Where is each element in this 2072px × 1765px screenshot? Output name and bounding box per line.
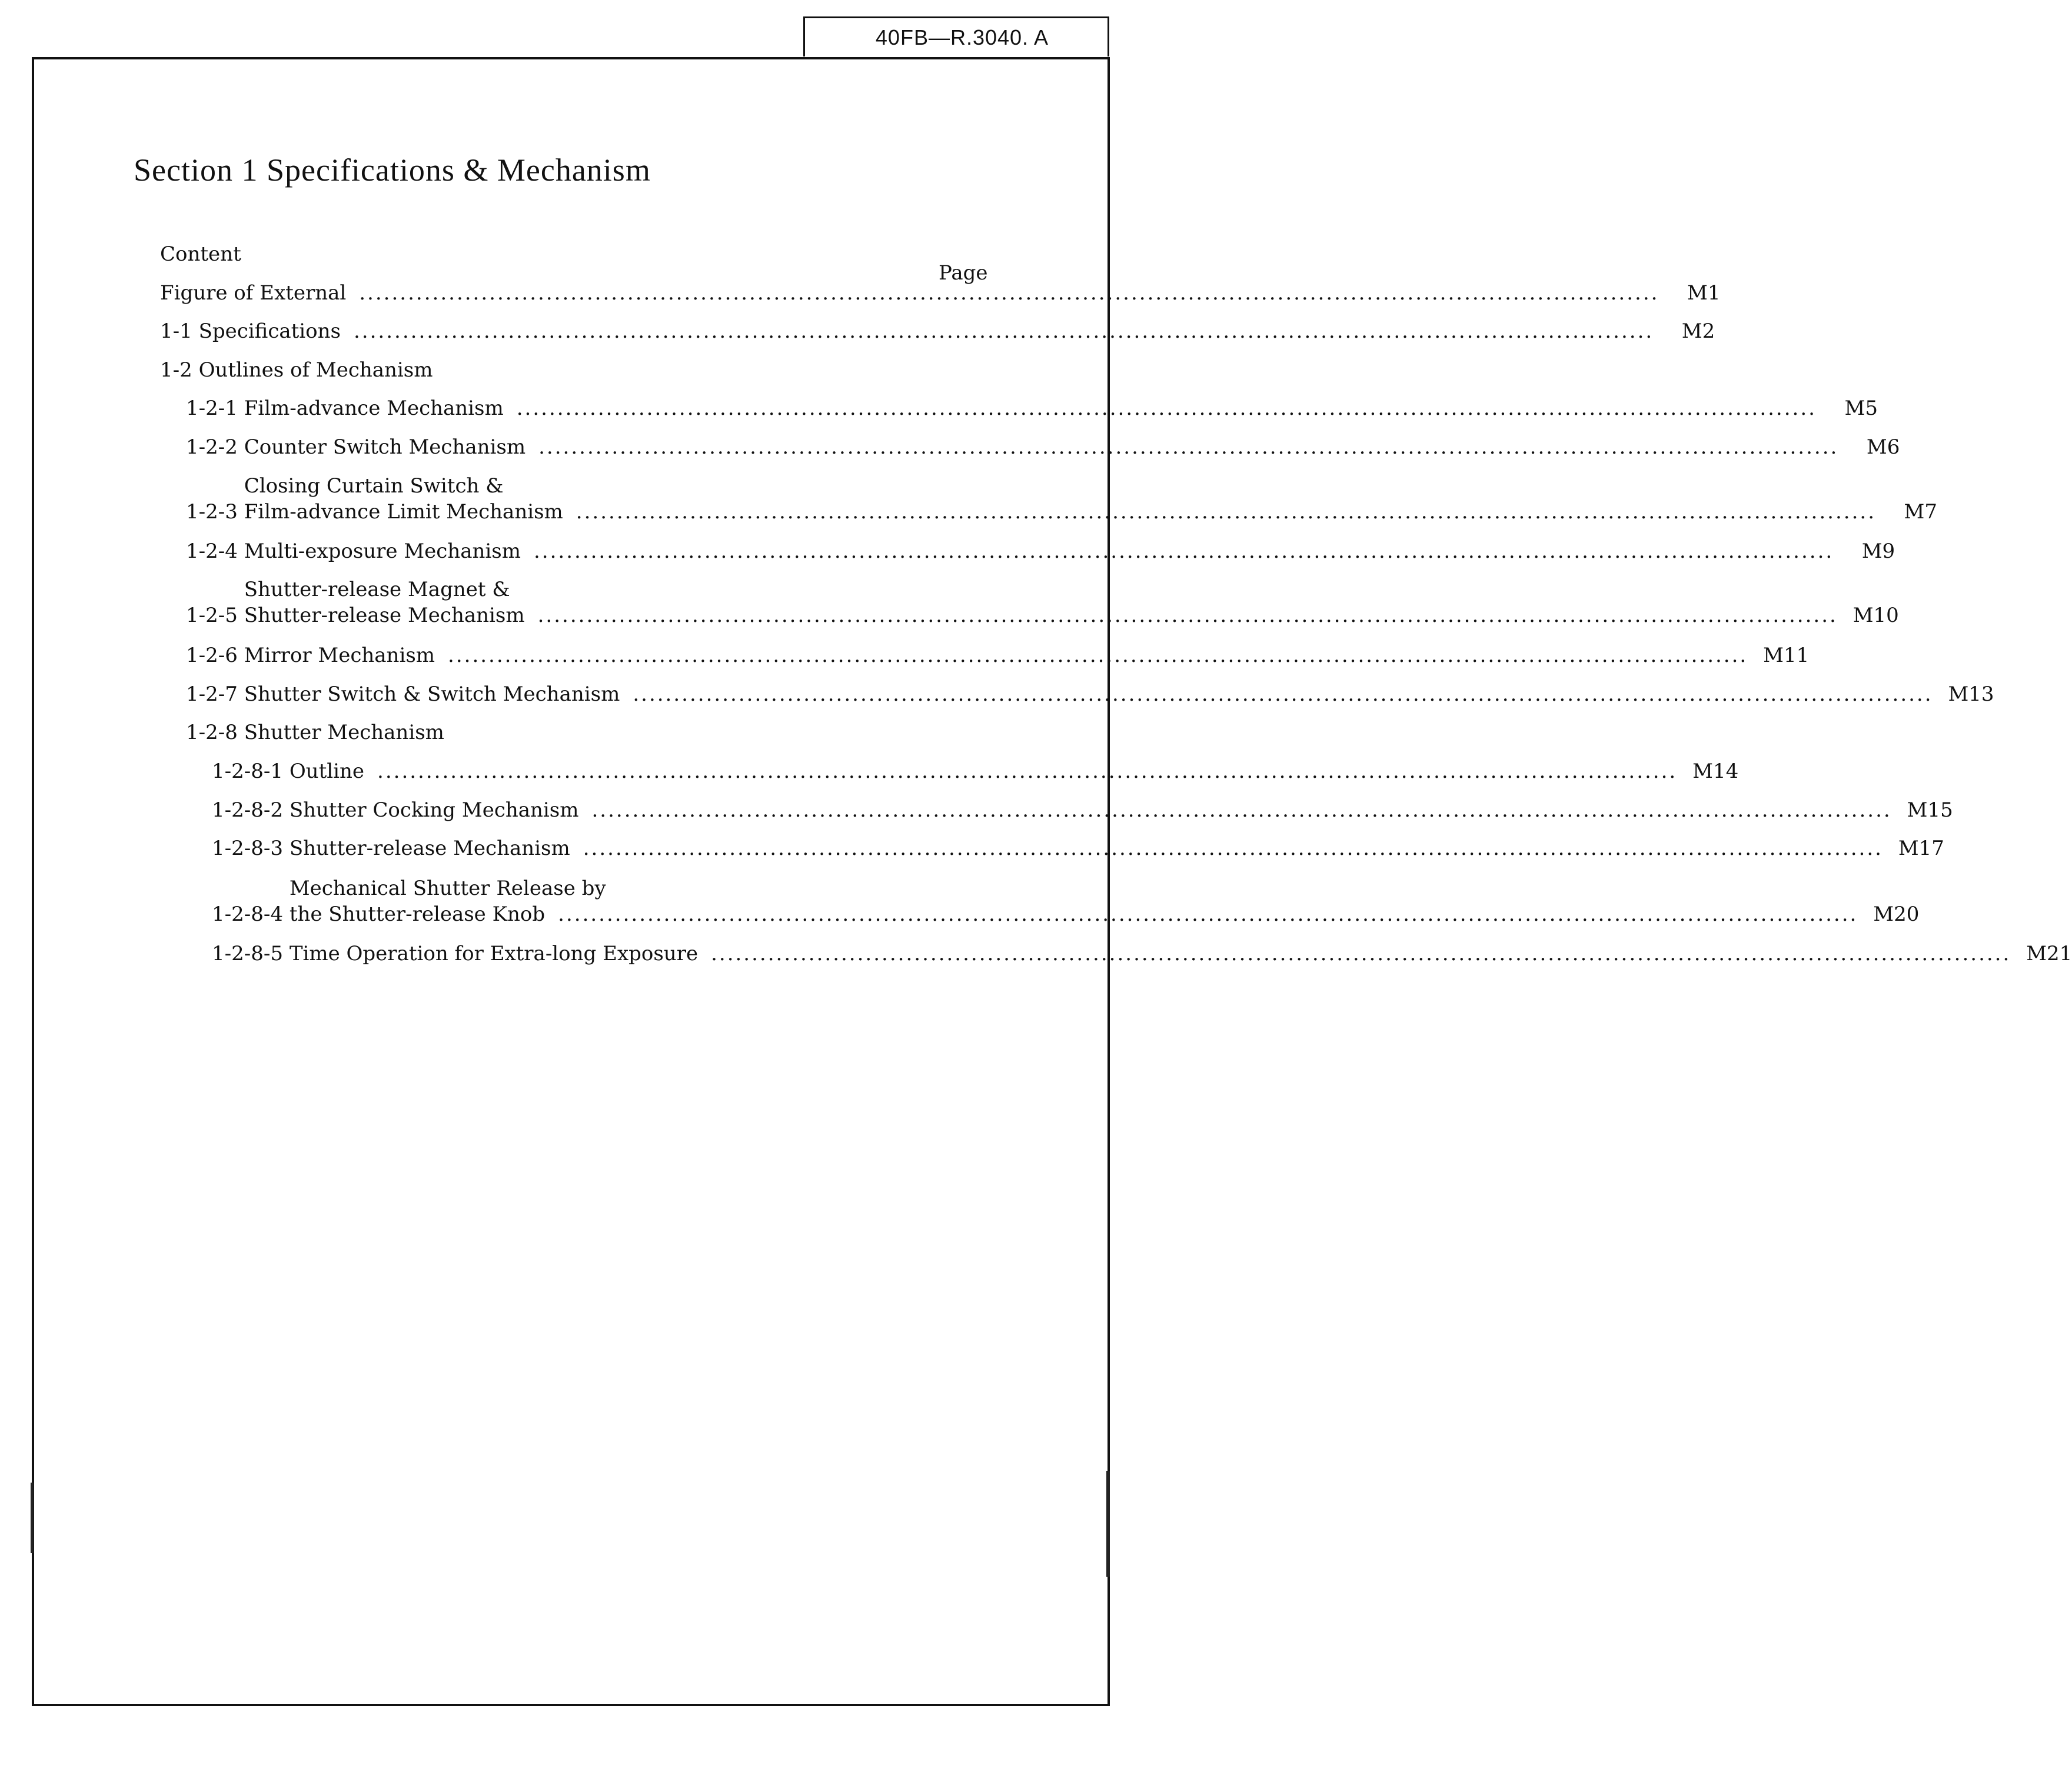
toc-entry-page: M20 bbox=[1873, 903, 1920, 926]
toc-entry-title: Mechanical Shutter Release by bbox=[289, 877, 606, 900]
toc-entry-number: 1-2-5 bbox=[186, 604, 244, 627]
toc-entry-title-continued: the Shutter-release Knob bbox=[289, 903, 546, 926]
dot-leader: ................................................................................................................................................................ bbox=[533, 540, 1834, 563]
dot-leader: ................................................................................................................................................................ bbox=[583, 837, 1883, 860]
toc-entry[interactable] bbox=[160, 357, 990, 383]
toc-entry-number: 1-2-8-1 bbox=[212, 760, 290, 783]
toc-entry-number: 1-2-6 bbox=[186, 644, 244, 667]
page-column-header: Page bbox=[939, 261, 988, 285]
toc-entry-title: Shutter-release Mechanism bbox=[289, 837, 570, 860]
toc-entry[interactable] bbox=[186, 681, 1994, 707]
scan-mark bbox=[31, 1483, 34, 1553]
toc-entry[interactable] bbox=[186, 642, 1810, 668]
toc-entry-title: Closing Curtain Switch & bbox=[244, 474, 504, 498]
toc-entry[interactable] bbox=[212, 941, 2072, 967]
dot-leader: ................................................................................................................................................................ bbox=[576, 500, 1876, 524]
toc-entry[interactable] bbox=[186, 577, 1899, 628]
toc-entry[interactable] bbox=[186, 538, 1895, 564]
dot-leader: ................................................................................................................................................................ bbox=[591, 798, 1892, 822]
dot-leader: ................................................................................................................................................................ bbox=[516, 397, 1817, 420]
toc-entry-title: Outlines of Mechanism bbox=[198, 358, 433, 382]
section-title: Section 1 Specifications & Mechanism bbox=[134, 152, 651, 188]
dot-leader: ................................................................................................................................................................ bbox=[448, 644, 1748, 667]
toc-entry-title: Counter Switch Mechanism bbox=[244, 435, 526, 459]
toc-entry[interactable] bbox=[160, 280, 1721, 306]
toc-entry-page: M10 bbox=[1853, 604, 1899, 627]
dot-leader: ................................................................................................................................................................ bbox=[558, 903, 1858, 926]
toc-entry-number: 1-2-4 bbox=[186, 540, 244, 563]
dot-leader: ................................................................................................................................................................ bbox=[538, 435, 1839, 459]
dot-leader: ................................................................................................................................................................ bbox=[537, 604, 1838, 627]
dot-leader: ................................................................................................................................................................ bbox=[377, 760, 1678, 783]
dot-leader: ................................................................................................................................................................ bbox=[359, 281, 1659, 305]
toc-entry-title-continued: Film-advance Limit Mechanism bbox=[244, 500, 563, 524]
toc-entry-page: M17 bbox=[1898, 837, 1944, 860]
scan-mark bbox=[1106, 1471, 1110, 1577]
toc-entry-page: M5 bbox=[1844, 397, 1878, 420]
toc-entry-title: Shutter Cocking Mechanism bbox=[289, 798, 579, 822]
toc-entry-page: M21 bbox=[2026, 942, 2072, 965]
toc-entry-page: M15 bbox=[1907, 798, 1953, 822]
toc-entry-title: Multi-exposure Mechanism bbox=[244, 540, 521, 563]
toc-entry-number: 1-2 bbox=[160, 358, 199, 382]
toc-entry-page: M13 bbox=[1948, 682, 1994, 706]
toc-entry[interactable] bbox=[160, 318, 1715, 344]
toc-entry-page: M11 bbox=[1763, 644, 1810, 667]
toc-entry-page: M7 bbox=[1904, 500, 1937, 524]
toc-entry[interactable] bbox=[186, 473, 1937, 525]
toc-entry-page: M6 bbox=[1866, 435, 1900, 459]
toc-entry[interactable] bbox=[186, 434, 1900, 460]
document-code: 40FB—R.3040. A bbox=[875, 25, 1049, 49]
dot-leader: ................................................................................................................................................................ bbox=[633, 682, 1933, 706]
toc-entry-title: Outline bbox=[289, 760, 365, 783]
toc-entry-page: M2 bbox=[1681, 319, 1715, 343]
toc-entry-number: 1-1 bbox=[160, 319, 199, 343]
toc-entry[interactable] bbox=[186, 720, 990, 745]
toc-entry-title: Shutter Switch & Switch Mechanism bbox=[244, 682, 620, 706]
document-code-box bbox=[803, 16, 1109, 56]
toc-entry-title: Mirror Mechanism bbox=[244, 644, 435, 667]
content-label: Content bbox=[160, 242, 241, 266]
toc-entry-title: Time Operation for Extra-long Exposure bbox=[289, 942, 699, 965]
toc-entry-number: 1-2-8-5 bbox=[212, 942, 290, 965]
toc-entry-title-continued: Shutter-release Mechanism bbox=[244, 604, 525, 627]
toc-entry-number: 1-2-8 bbox=[186, 721, 244, 744]
dot-leader: ................................................................................................................................................................ bbox=[711, 942, 2011, 965]
toc-entry[interactable] bbox=[212, 797, 1953, 823]
toc-entry[interactable] bbox=[212, 758, 1739, 784]
toc-entry-title: Figure of External bbox=[160, 281, 347, 305]
toc-entry-page: M9 bbox=[1861, 540, 1895, 563]
toc-entry-title: Shutter Mechanism bbox=[244, 721, 444, 744]
toc-entry-title: Shutter-release Magnet & bbox=[244, 578, 510, 601]
dot-leader: ................................................................................................................................................................ bbox=[354, 319, 1654, 343]
toc-entry-number: 1-2-7 bbox=[186, 682, 244, 706]
toc-entry-number: 1-2-3 bbox=[186, 500, 244, 524]
toc-entry-number: 1-2-8-4 bbox=[212, 903, 290, 926]
toc-entry-title: Specifications bbox=[198, 319, 341, 343]
toc-entry[interactable] bbox=[212, 835, 1944, 861]
toc-entry-page: M1 bbox=[1687, 281, 1721, 305]
toc-entry-title: Film-advance Mechanism bbox=[244, 397, 504, 420]
toc-entry-number: 1-2-8-3 bbox=[212, 837, 290, 860]
toc-entry-number: 1-2-2 bbox=[186, 435, 244, 459]
toc-entry[interactable] bbox=[212, 875, 1920, 927]
toc-entry-number: 1-2-8-2 bbox=[212, 798, 290, 822]
toc-entry[interactable] bbox=[186, 395, 1878, 421]
toc-entry-page: M14 bbox=[1692, 760, 1739, 783]
toc-entry-number: 1-2-1 bbox=[186, 397, 244, 420]
